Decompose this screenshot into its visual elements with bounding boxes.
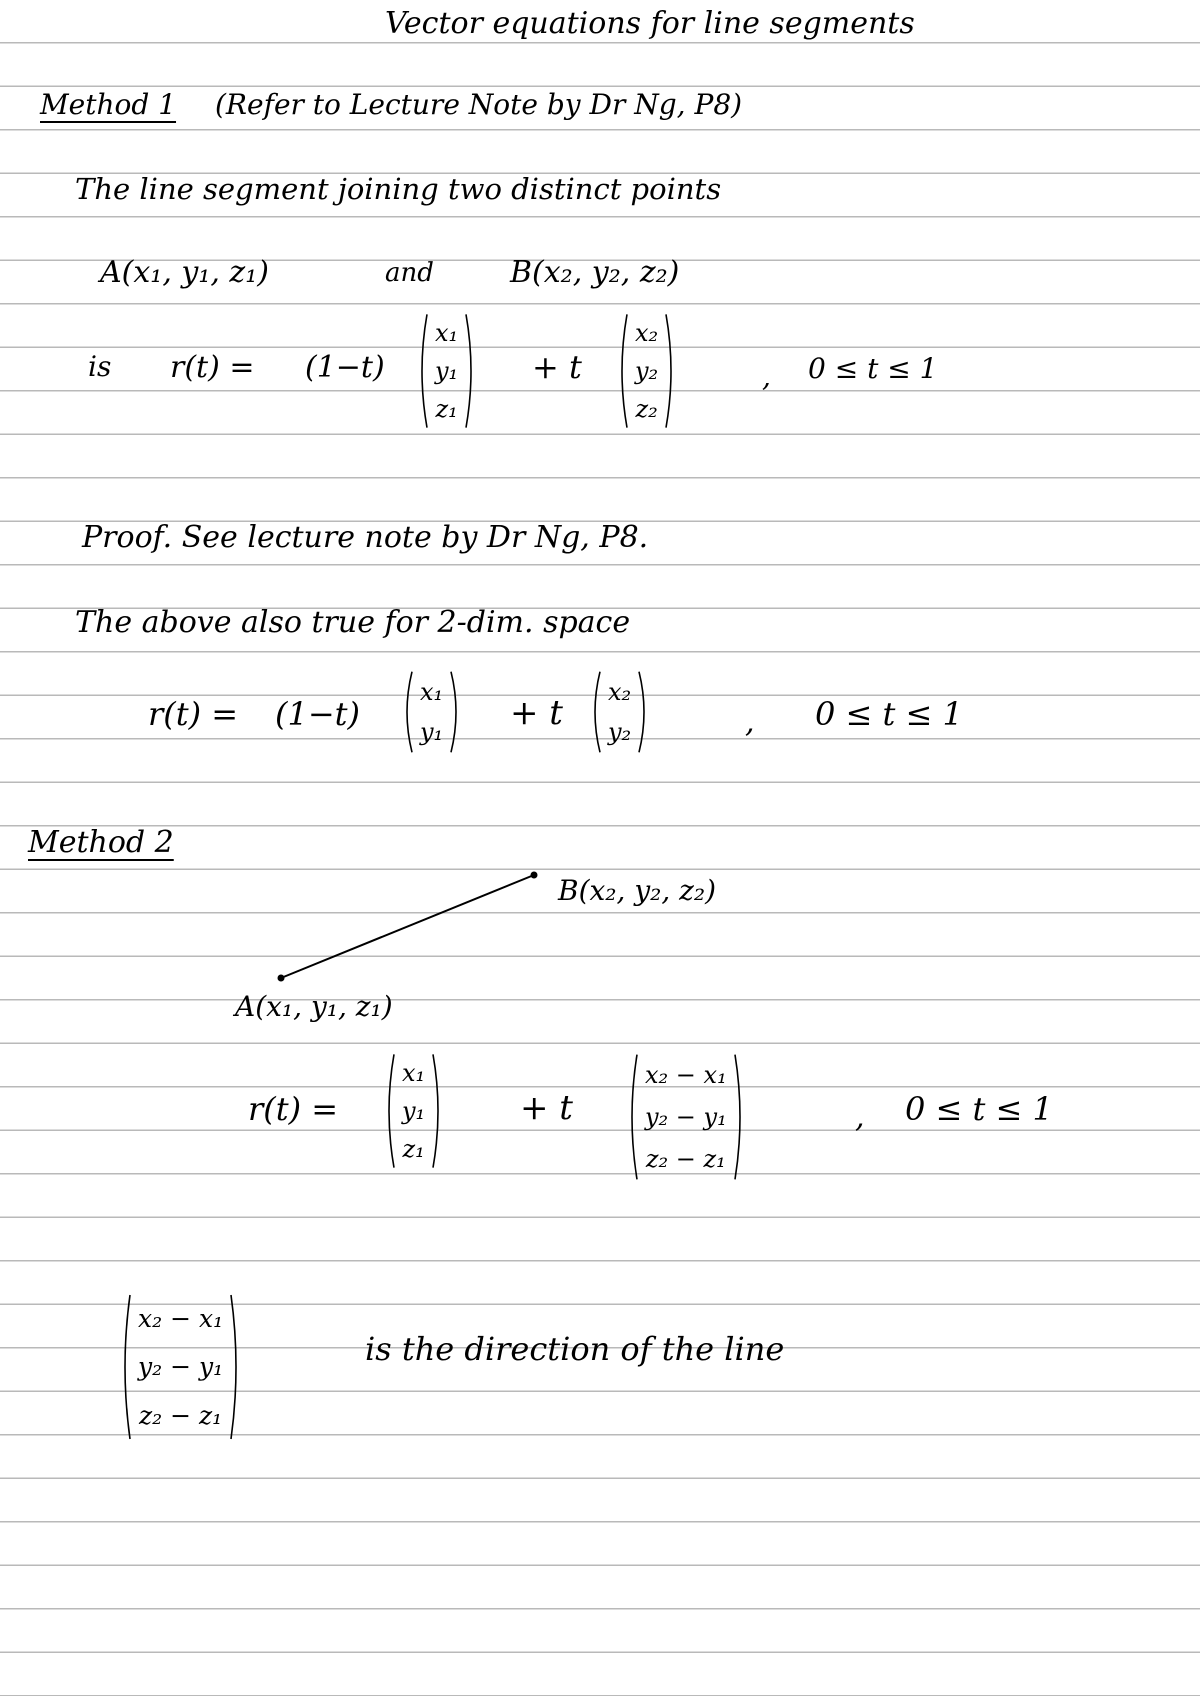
point-a-dot <box>278 975 285 982</box>
eq3-plus-t: + t <box>520 1088 573 1128</box>
eq1-coefficient: (1−t) <box>305 350 385 385</box>
direction-vec-x: x₂ − x₁ <box>138 1303 224 1333</box>
eq1-vec-a-y: y₁ <box>435 357 459 385</box>
diagram-label-a: A(x₁, y₁, z₁) <box>235 990 393 1023</box>
direction-vec-z: z₂ − z₁ <box>138 1401 223 1431</box>
eq2d-vec-a-x: x₁ <box>420 678 444 706</box>
eq2d-coefficient: (1−t) <box>275 695 360 733</box>
eq1-range: 0 ≤ t ≤ 1 <box>808 352 938 385</box>
eq1-vec-b-y: y₂ <box>635 357 659 385</box>
eq2d-vector-a <box>400 670 463 754</box>
eq1-vector-b <box>615 312 678 430</box>
eq2d-vec-b-x: x₂ <box>608 678 632 706</box>
method1-reference: (Refer to Lecture Note by Dr Ng, P8) <box>215 88 743 121</box>
point-b-dot <box>531 872 538 879</box>
eq1-lhs: r(t) = <box>170 350 255 385</box>
method1-heading: Method 1 <box>40 88 177 121</box>
direction-vec-y: y₂ − y₁ <box>138 1352 224 1382</box>
method2-heading: Method 2 <box>28 825 174 860</box>
eq3-vector-a <box>382 1052 445 1170</box>
eq1-vec-b-z: z₂ <box>635 395 658 423</box>
eq3-lhs: r(t) = <box>248 1090 339 1128</box>
eq1-plus-t: + t <box>532 348 582 386</box>
eq2d-vec-a-y: y₁ <box>420 718 444 746</box>
eq1-vec-a-z: z₁ <box>435 395 458 423</box>
eq2d-plus-t: + t <box>510 693 563 733</box>
eq2d-vector-b <box>588 670 651 754</box>
two-d-note: The above also true for 2-dim. space <box>75 605 631 640</box>
eq3-vector-direction <box>625 1052 747 1182</box>
point-b-label: B(x₂, y₂, z₂) <box>510 255 680 290</box>
eq2d-vec-b-y: y₂ <box>608 718 632 746</box>
point-a-label: A(x₁, y₁, z₁) <box>100 255 269 290</box>
eq2d-comma: , <box>745 705 755 740</box>
proof-text: Proof. See lecture note by Dr Ng, P8. <box>82 520 649 555</box>
eq1-vector-a <box>415 312 478 430</box>
eq1-comma: , <box>762 360 771 393</box>
eq3-range: 0 ≤ t ≤ 1 <box>905 1090 1053 1128</box>
direction-vector <box>118 1292 243 1442</box>
eq2d-range: 0 ≤ t ≤ 1 <box>815 695 963 733</box>
eq2d-lhs: r(t) = <box>148 695 239 733</box>
eq3-vec-d-z: z₂ − z₁ <box>645 1145 726 1173</box>
segment-ab <box>281 875 534 978</box>
page-title: Vector equations for line segments <box>385 6 915 41</box>
direction-text: is the direction of the line <box>365 1330 785 1368</box>
and-word: and <box>385 258 434 288</box>
method1-intro: The line segment joining two distinct points <box>75 172 722 206</box>
is-word: is <box>88 350 112 383</box>
eq1-vec-b-x: x₂ <box>635 319 659 347</box>
eq3-vec-a-z: z₁ <box>402 1135 425 1163</box>
eq3-vec-a-y: y₁ <box>402 1097 426 1125</box>
diagram-label-b: B(x₂, y₂, z₂) <box>558 874 717 907</box>
eq3-vec-d-y: y₂ − y₁ <box>645 1103 727 1131</box>
eq3-comma: , <box>855 1100 865 1135</box>
eq3-vec-a-x: x₁ <box>402 1059 426 1087</box>
eq1-vec-a-x: x₁ <box>435 319 459 347</box>
eq3-vec-d-x: x₂ − x₁ <box>645 1061 727 1089</box>
